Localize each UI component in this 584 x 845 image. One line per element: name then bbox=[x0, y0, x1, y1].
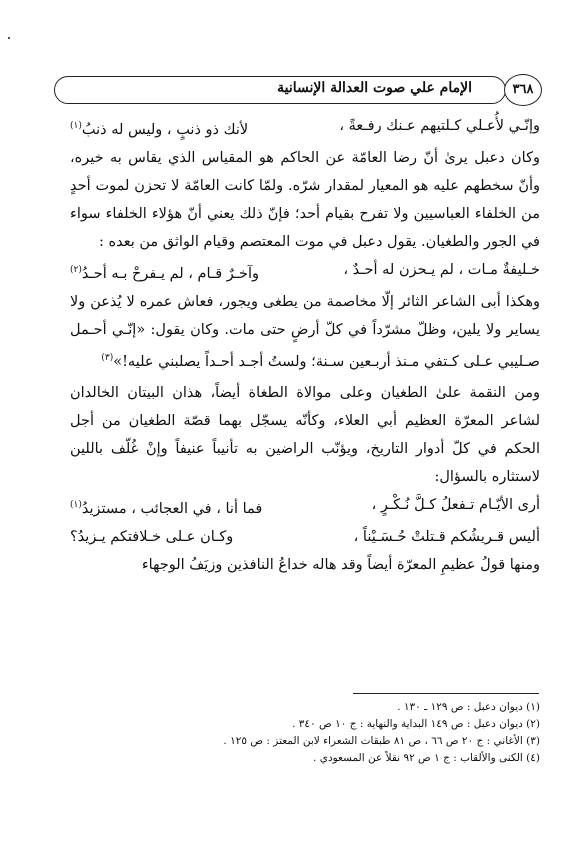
paragraph: وكان دعبل يرىٰ أنّ رضا العامّة عن الحاكم هو المقياس الذي يقاس به خيره، وأنّ سخطهم عليه هو المعيار لمقدار شرّه. ولمّا كانت العامّة لا تحزن لموت أحدٍ من الخلفاء العباسيين ولا تفرح بقيام أحد؛ فإنّ ذلك يعني أنّ هؤلاء الخلفاء سواء في الجور والطغيان. يقول دعبل في موت المعتصم وقيام الواثق من بعده : bbox=[70, 149, 540, 250]
footnote: (١) ديوان دعبل : ص ١٢٩ ـ ١٣٠ . bbox=[397, 701, 540, 713]
footnote-rule bbox=[353, 693, 539, 694]
verse-first-hemistich: خـليفةٌ مـات ، لم يـحزن له أحـدٌ ، bbox=[343, 261, 540, 278]
paragraph-text: وهكذا أبى الشاعر الثائر إلّا مخاصمة من يطغى ويجور، فعاش عمره لا يُذعن ولا يساير ولا يلين، وظلّ مشرّداً في كلّ أرضٍ حتى مات. وكان يقول: «إنّـي أحـمل صـليبي عـلى كـتفي مـنذ أربـعين سـنة؛ ولستُ أجـد أحـداً يصلبني عليه!» bbox=[70, 293, 540, 370]
verse-line bbox=[70, 523, 540, 551]
page-header bbox=[54, 76, 542, 104]
running-title: الإمام علي صوت العدالة الإنسانية bbox=[277, 80, 472, 96]
verse-line bbox=[70, 491, 540, 523]
footnote: (٤) الكنى والألقاب : ج ١ ص ٩٢ نقلاً عن المسعودي . bbox=[313, 752, 540, 764]
footnote-marker: (١) bbox=[70, 121, 82, 131]
main-text bbox=[70, 112, 540, 579]
footnotes bbox=[120, 699, 540, 767]
footnote: (٢) ديوان دعبل : ص ١٤٩ البداية والنهاية : ج ١٠ ص ٣٤٠ . bbox=[292, 718, 540, 730]
verse-first-hemistich: وإنّـي لأُعـلي كـلتيهم عـنك رفـعةً ، bbox=[339, 118, 540, 134]
verse-line bbox=[70, 112, 540, 144]
verse-second-hemistich bbox=[70, 256, 259, 288]
paragraph bbox=[70, 288, 540, 376]
verse-line bbox=[70, 256, 540, 288]
paragraph: ومنها قولُ عظيمِ المعرّة أيضاً وقد هاله خداعُ النافذين وزيَفُ الوجهاء bbox=[141, 557, 540, 574]
page-number: ٣٦٨ bbox=[504, 74, 542, 106]
verse-second-hemistich bbox=[70, 491, 262, 523]
footnote: (٣) الأغاني : ج ٢٠ ص ٦٦ ، ص ٨١ طبقات الشعراء لابن المعتز : ص ١٢٥ . bbox=[223, 735, 540, 747]
verse-second-hemistich bbox=[70, 112, 248, 144]
verse-text: لأنك ذو ذنبٍ ، وليس له ذنبُ bbox=[81, 121, 249, 138]
scan-speck bbox=[8, 37, 10, 39]
footnote-marker: (١) bbox=[70, 500, 82, 511]
footnote-marker: (٢) bbox=[70, 264, 82, 275]
verse-second-hemistich: وكـان عـلى خـلافتكم يـزيدُ؟ bbox=[70, 529, 234, 546]
verse-text: فما أنا ، في العجائب ، مستزيدُ bbox=[81, 501, 263, 518]
footnote-marker: (٣) bbox=[101, 352, 114, 363]
verse-text: وآخـرٌ قـام ، لم يـفرحْ بـه أحـدُ bbox=[81, 265, 259, 282]
verse-first-hemistich: أرى الأيّـام تـفعلُ كـلَّ نُـكْـرٍ ، bbox=[371, 497, 540, 514]
paragraph: ومن النقمة علىٰ الطغيان وعلى موالاة الطغاة أيضاً، هذان البيتان الخالدان لشاعر المعرّة العظيم أبي العلاء، وكأنّه يسجّل بهما قصّة الطغيان من أجل الحكم في كلّ أدوار التاريخ، ويؤنّب الراضين به تأنيباً عنيفاً وإنْ غُلّف باللين لاستثاره بالسؤال: bbox=[70, 385, 540, 486]
verse-first-hemistich: أليس قـريشُكم قـتلتْ حُـسَـيْناً ، bbox=[353, 529, 540, 546]
